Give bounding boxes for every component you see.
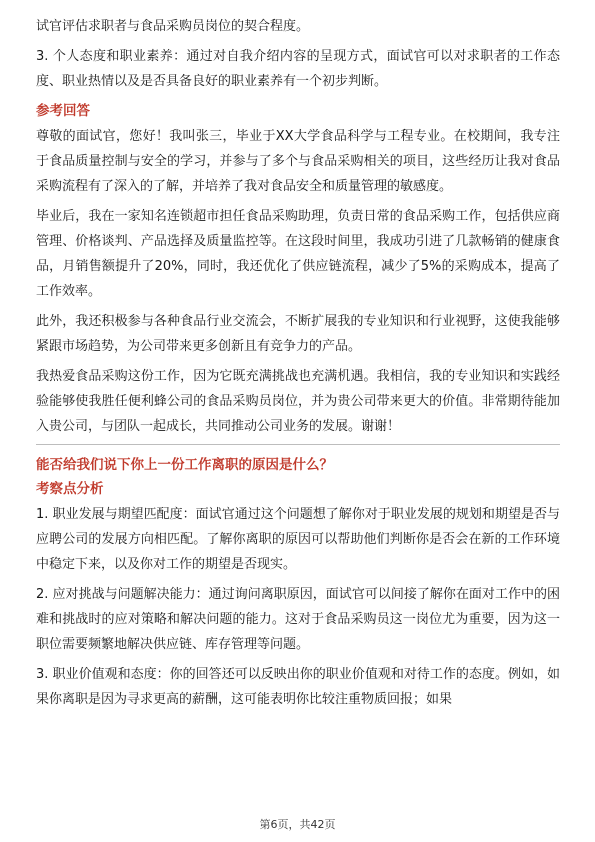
intro-continuation: 试官评估求职者与食品采购员岗位的契合程度。 — [36, 19, 310, 34]
analysis-point-3: 3. 职业价值观和态度：你的回答还可以反映出你的职业价值观和对待工作的态度。例如，如果你离职是因为寻求更高的薪酬，这可能表明你比较注重物质回报；如果 — [36, 667, 560, 707]
page-footer: 第6页，共42页 — [259, 818, 336, 831]
point-3-attitude: 3. 个人态度和职业素养：通过对自我介绍内容的呈现方式，面试官可以对求职者的工作态度、职业热情以及是否具备良好的职业素养有一个初步判断。 — [36, 49, 560, 89]
analysis-point-1: 1. 职业发展与期望匹配度：面试官通过这个问题想了解你对于职业发展的规划和期望是否与应聘公司的发展方向相匹配。了解你离职的原因可以帮助他们判断你是否会在新的工作环境中稳定下来，以及你对工作的期望是否现实。 — [36, 507, 560, 572]
answer-para-1: 尊敬的面试官，您好！我叫张三，毕业于XX大学食品科学与工程专业。在校期间，我专注于食品质量控制与安全的学习，并参与了多个与食品采购相关的项目，这些经历让我对食品采购流程有了深入的了解，并培养了我对食品安全和质量管理的敏感度。 — [36, 129, 560, 194]
analysis-point-2: 2. 应对挑战与问题解决能力：通过询问离职原因，面试官可以间接了解你在面对工作中的困难和挑战时的应对策略和解决问题的能力。这对于食品采购员这一岗位尤为重要，因为这一职位需要频繁地解决供应链、库存管理等问题。 — [36, 587, 560, 652]
analysis-heading: 考察点分析 — [36, 481, 104, 497]
answer-para-3: 此外，我还积极参与各种食品行业交流会，不断扩展我的专业知识和行业视野，这使我能够紧跟市场趋势，为公司带来更多创新且有竞争力的产品。 — [36, 314, 560, 354]
section-divider — [36, 444, 560, 445]
reference-answer-heading: 参考回答 — [36, 103, 90, 119]
page-content — [36, 14, 560, 717]
question-title: 能否给我们说下你上一份工作离职的原因是什么？ — [36, 457, 333, 473]
answer-para-4: 我热爱食品采购这份工作，因为它既充满挑战也充满机遇。我相信，我的专业知识和实践经验能够使我胜任便利蜂公司的食品采购员岗位，并为贵公司带来更大的价值。非常期待能加入贵公司，与团队一起成长，共同推动公司业务的发展。谢谢！ — [36, 369, 560, 434]
answer-para-2: 毕业后，我在一家知名连锁超市担任食品采购助理，负责日常的食品采购工作，包括供应商管理、价格谈判、产品选择及质量监控等。在这段时间里，我成功引进了几款畅销的健康食品，月销售额提升了20%，同时，我还优化了供应链流程，减少了5%的采购成本，提高了工作效率。 — [36, 209, 560, 299]
